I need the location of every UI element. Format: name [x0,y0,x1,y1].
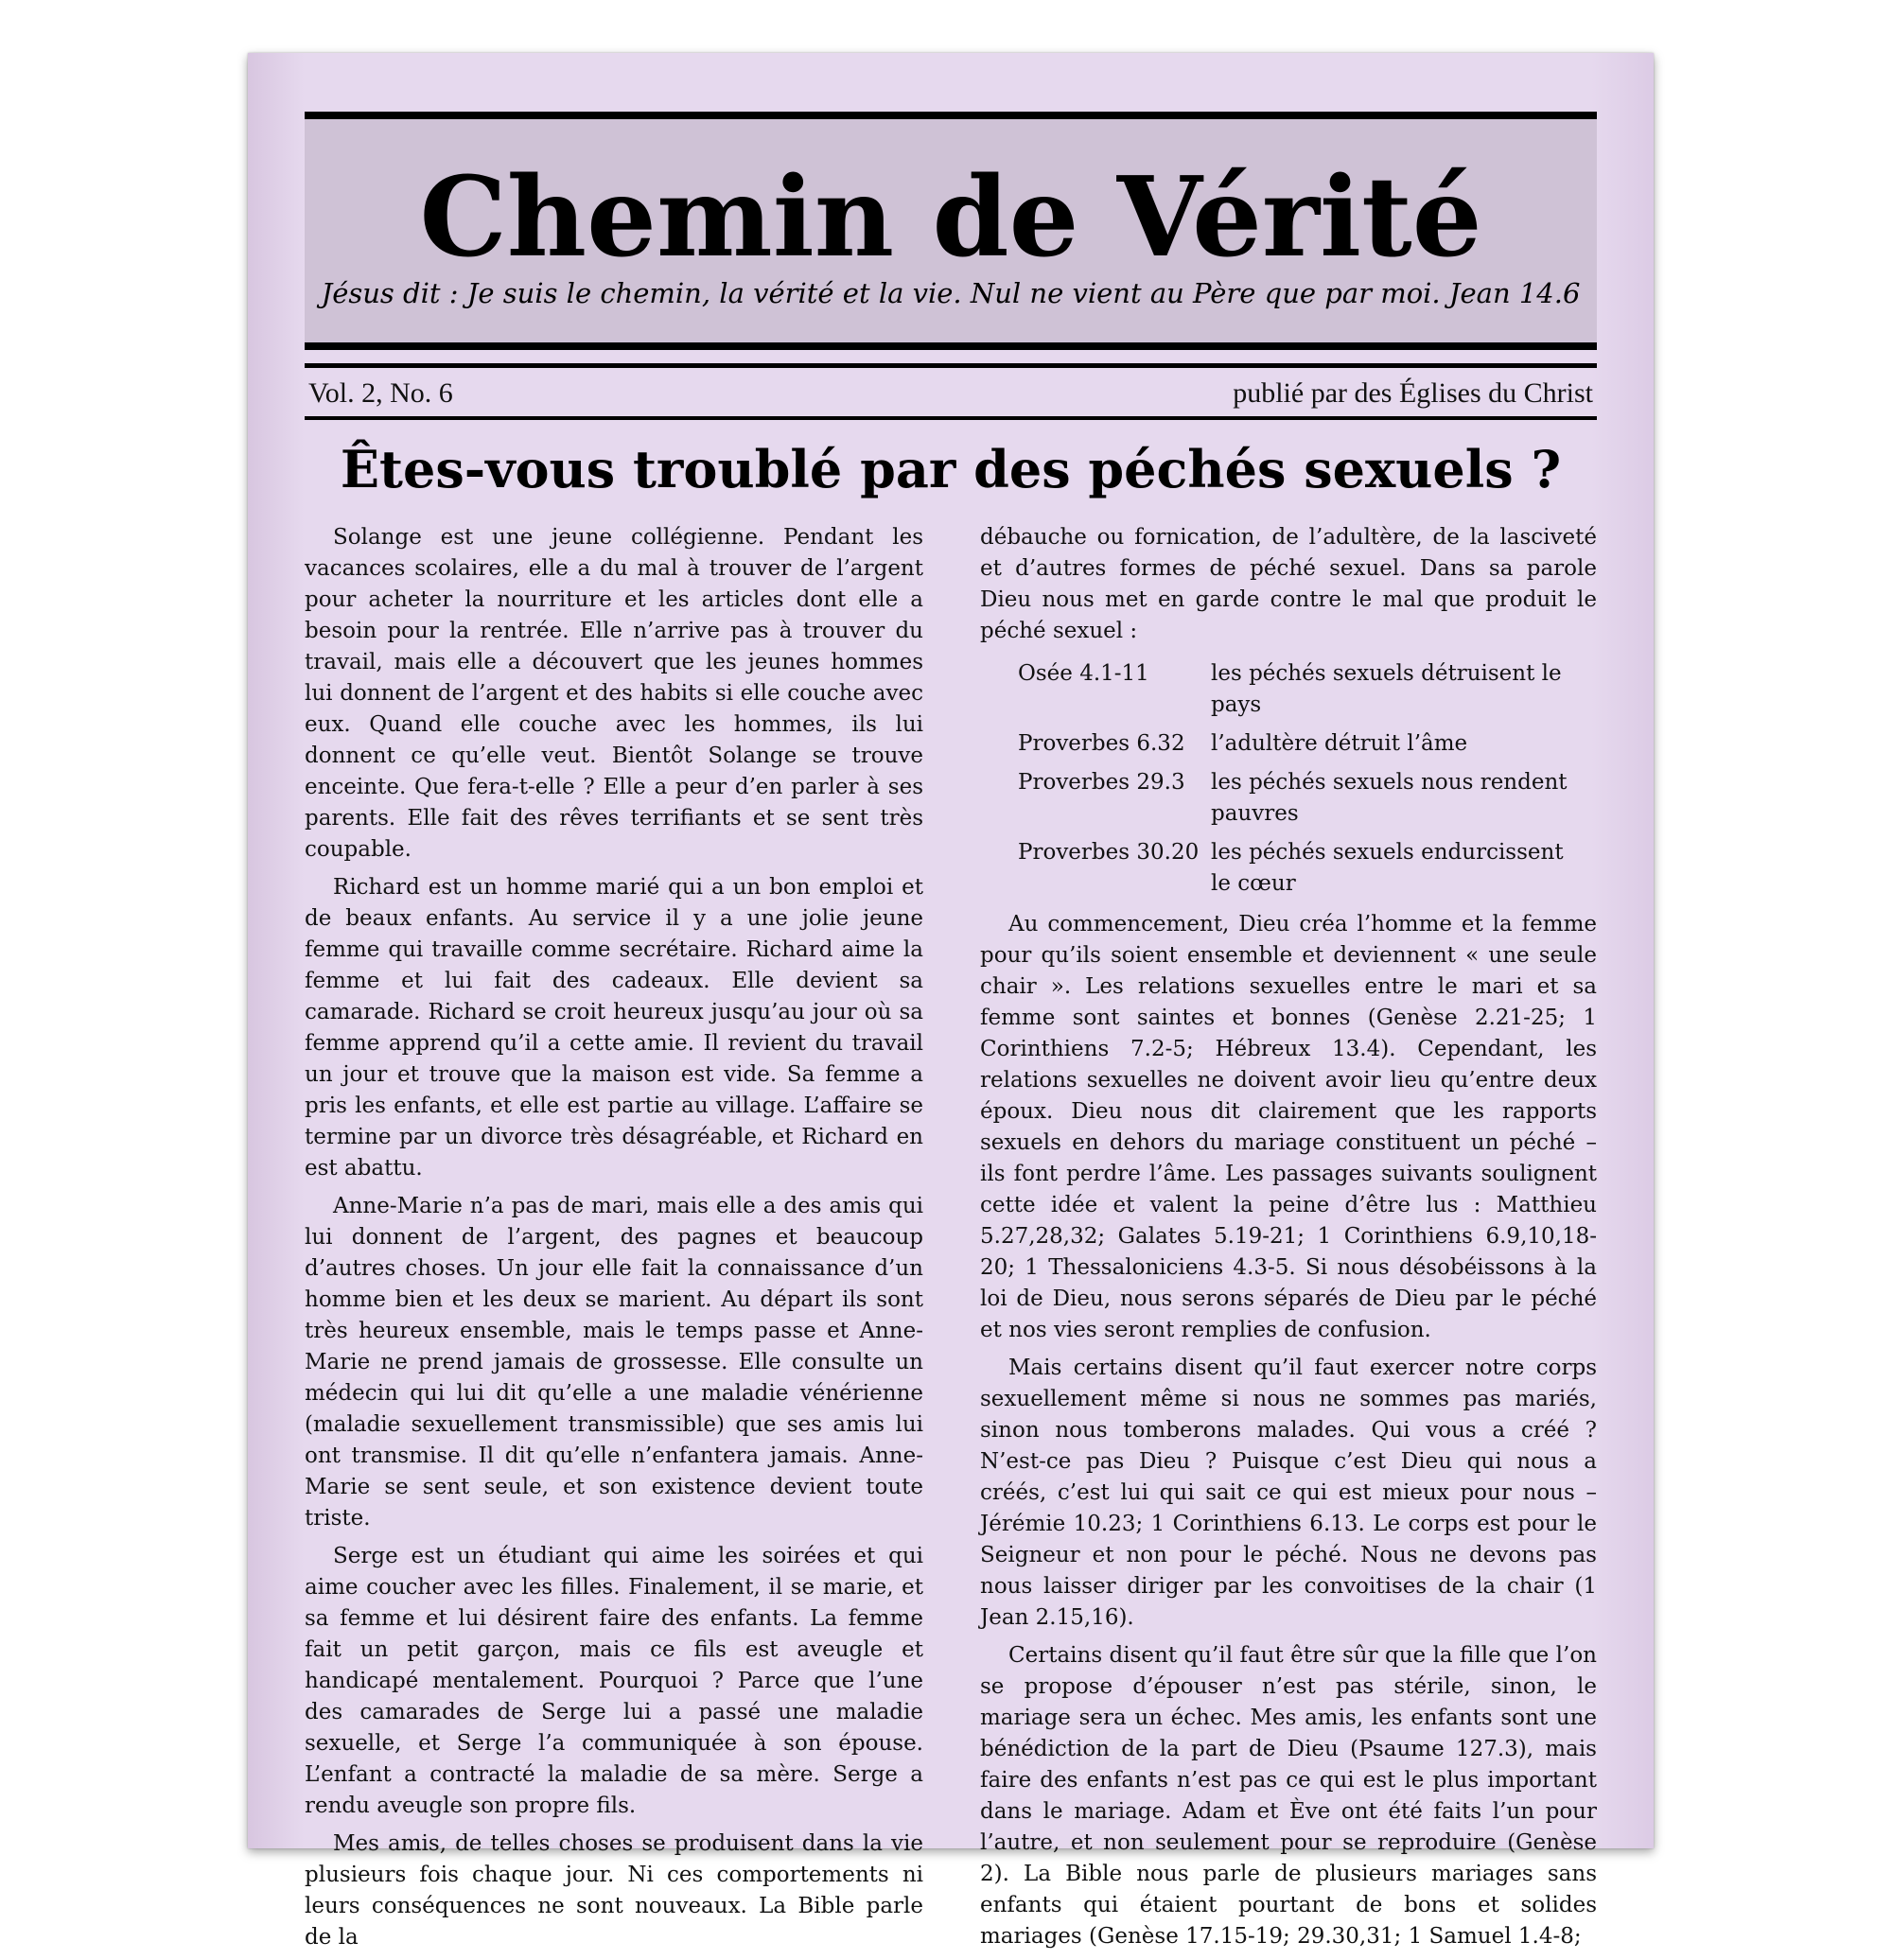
scripture-reference-list [1018,658,1585,900]
article-headline: Êtes-vous troublé par des péchés sexuels ? [340,439,1562,499]
reference-text: les péchés sexuels détruisent le pays [1211,661,1562,717]
masthead-verse: Jésus dit : Je suis le chemin, la vérité et la vie. Nul ne vient au Père que par moi. Jean 14.6 [321,277,1581,309]
masthead-title: Chemin de Vérité [419,153,1482,282]
scripture-reference [1018,837,1585,900]
reference-book: Proverbes 30.20 [1018,840,1200,865]
reference-book: Proverbes 6.32 [1018,731,1185,756]
article-paragraph: Solange est une jeune collégienne. Pendant les vacances scolaires, elle a du mal à trouver de l’argent pour acheter la nourriture et les articles dont elle a besoin pour la rentrée. Elle n’arrive pas à trouver du travail, mais elle a découvert que les jeunes hommes lui donnent de l’argent et des habits si elle couche avec eux. Quand elle couche avec les hommes, ils lui donnent ce qu’elle veut. Bientôt Solange se trouve enceinte. Que fera-t-elle ? Elle a peur d’en parler à ses parents. Elle fait des rêves terrifiants et se sent très coupable. [305,525,923,862]
article-paragraph: Richard est un homme marié qui a un bon emploi et de beaux enfants. Au service il y a une jolie jeune femme qui travaille comme secrétaire. Richard aime la femme et lui fait des cadeaux. Elle devient sa camarade. Richard se croit heureux jusqu’au jour où sa femme apprend qu’il a cette amie. Il revient du travail un jour et trouve que la maison est vide. Sa femme a pris les enfants, et elle est partie au village. L’affaire se termine par un divorce très désagréable, et Richard en est abattu. [305,875,923,1181]
reference-text: les péchés sexuels endurcissent le cœur [1211,840,1564,896]
article-paragraph: Serge est un étudiant qui aime les soirées et qui aime coucher avec les filles. Finalement, il se marie, et sa femme et lui désirent faire des enfants. La femme fait un petit garçon, mais ce fils est aveugle et handicapé mentalement. Pourquoi ? Parce que l’une des camarades de Serge lui a passé une maladie sexuelle, et Serge l’a communiquée à son épouse. L’enfant a contracté la maladie de sa mère. Serge a rendu aveugle son propre fils. [305,1544,923,1818]
divider-rule [305,416,1597,420]
divider-rule [305,363,1597,368]
scripture-reference [1018,728,1585,760]
publisher-line: publié par des Églises du Christ [1233,377,1593,409]
article-paragraph: Anne-Marie n’a pas de mari, mais elle a des amis qui lui donnent de l’argent, des pagnes et beaucoup d’autres choses. Un jour elle fait la connaissance d’un homme bien et les deux se marient. Au départ ils sont très heureux ensemble, mais le temps passe et Anne-Marie ne prend jamais de grossesse. Elle consulte un médecin qui lui dit qu’elle a une maladie vénérienne (maladie sexuellement transmissible) que ses amis lui ont transmise. Il dit qu’elle n’enfantera jamais. Anne-Marie se sent seule, et son existence devient toute triste. [305,1194,923,1531]
article-paragraph: Certains disent qu’il faut être sûr que la fille que l’on se propose d’épouser n’est pas stérile, sinon, le mariage sera un échec. Mes amis, les enfants sont une bénédiction de la part de Dieu (Psaume 127.3), mais faire des enfants n’est pas ce qui est le plus important dans le mariage. Adam et Ève ont été faits l’un pour l’autre, et non seulement pour se reproduire (Genèse 2). La Bible nous parle de plusieurs mariages sans enfants qui étaient pourtant de bons et solides mariages (Genèse 17.15-19; 29.30,31; 1 Samuel 1.4-8; [980,1643,1597,1949]
article-left-column [305,522,923,1960]
scripture-reference [1018,658,1585,721]
reference-text: l’adultère détruit l’âme [1211,731,1468,756]
reference-text: les péchés sexuels nous rendent pauvres [1211,770,1568,826]
reference-book: Osée 4.1-11 [1018,661,1149,686]
article-paragraph: Mes amis, de telles choses se produisent dans la vie plusieurs fois chaque jour. Ni ces comportements ni leurs conséquences ne sont nouveaux. La Bible parle de la [305,1831,923,1950]
issue-info-row [305,375,1597,412]
article-paragraph: débauche ou fornication, de l’adultère, de la lasciveté et d’autres formes de péché sexuel. Dans sa parole Dieu nous met en garde contre le mal que produit le péché sexuel : [980,525,1597,643]
masthead [305,112,1597,350]
reference-book: Proverbes 29.3 [1018,770,1185,795]
article-paragraph: Au commencement, Dieu créa l’homme et la femme pour qu’ils soient ensemble et deviennent « une seule chair ». Les relations sexuelles entre le mari et sa femme sont saintes et bonnes (Genèse 2.21-25; 1 Corinthiens 7.2-5; Hébreux 13.4). Cependant, les relations sexuelles ne doivent avoir lieu qu’entre deux époux. Dieu nous dit clairement que les rapports sexuels en dehors du mariage constituent un péché – ils font perdre l’âme. Les passages suivants soulignent cette idée et valent la peine d’être lus : Matthieu 5.27,28,32; Galates 5.19-21; 1 Corinthiens 6.9,10,18-20; 1 Thessaloniciens 4.3-5. Si nous désobéissons à la loi de Dieu, nous serons séparés de Dieu par le péché et nos vies seront remplies de confusion. [980,912,1597,1342]
scripture-reference [1018,767,1585,830]
volume-number: Vol. 2, No. 6 [308,377,453,409]
article-right-column [980,522,1597,1959]
article-paragraph: Mais certains disent qu’il faut exercer notre corps sexuellement même si nous ne sommes pas mariés, sinon nous tomberons malades. Qui vous a créé ? N’est-ce pas Dieu ? Puisque c’est Dieu qui nous a créés, c’est lui qui sait ce qui est mieux pour nous – Jérémie 10.23; 1 Corinthiens 6.13. Le corps est pour le Seigneur et non pour le péché. Nous ne devons pas nous laisser diriger par les convoitises de la chair (1 Jean 2.15,16). [980,1356,1597,1630]
